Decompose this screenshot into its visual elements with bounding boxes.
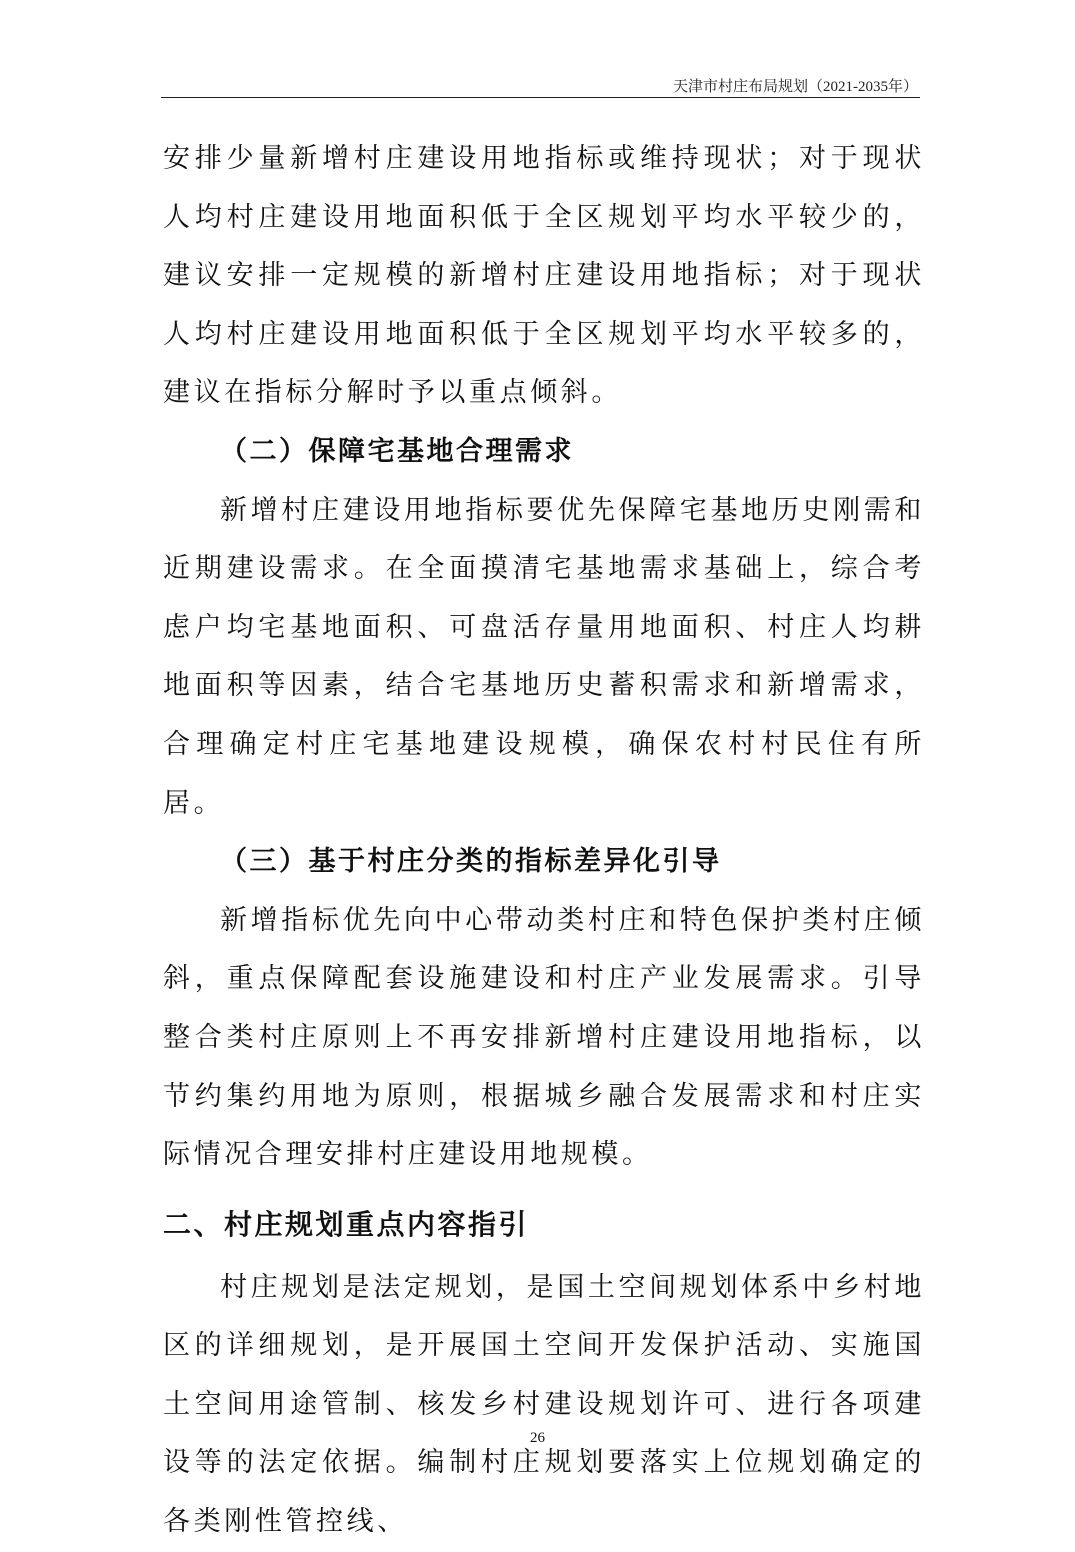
subheading-homestead-demand: （二）保障宅基地合理需求 xyxy=(220,435,574,467)
page-body xyxy=(163,130,925,1552)
paragraph-village-planning: 村庄规划是法定规划，是国土空间规划体系中乡村地区的详细规划，是开展国土空间开发保护活动、实施国土空间用途管制、核发乡村建设规划许可、进行各项建设等的法定依据。编制村庄规划要落实上位规划确定的各类刚性管控线、 xyxy=(163,1271,925,1538)
subheading-village-classification: （三）基于村庄分类的指标差异化引导 xyxy=(220,846,722,878)
section-heading-village-planning: 二、村庄规划重点内容指引 xyxy=(163,1207,530,1241)
paragraph-classification: 新增指标优先向中心带动类村庄和特色保护类村庄倾斜，重点保障配套设施建设和村庄产业发展需求。引导整合类村庄原则上不再安排新增村庄建设用地指标，以节约集约用地为原则，根据城乡融合发展需求和村庄实际情况合理安排村庄建设用地规模。 xyxy=(163,904,925,1171)
page-number: 26 xyxy=(530,1430,545,1446)
header-divider xyxy=(161,97,920,98)
paragraph-homestead: 新增村庄建设用地指标要优先保障宅基地历史刚需和近期建设需求。在全面摸清宅基地需求基础上，综合考虑户均宅基地面积、可盘活存量用地面积、村庄人均耕地面积等因素，结合宅基地历史蓄积需求和新增需求，合理确定村庄宅基地建设规模，确保农村村民住有所居。 xyxy=(163,494,925,819)
paragraph-continued: 安排少量新增村庄建设用地指标或维持现状；对于现状人均村庄建设用地面积低于全区规划平均水平较少的，建议安排一定规模的新增村庄建设用地指标；对于现状人均村庄建设用地面积低于全区规划平均水平较多的，建议在指标分解时予以重点倾斜。 xyxy=(163,143,925,409)
document-header-title: 天津市村庄布局规划（2021-2035年） xyxy=(673,79,918,95)
